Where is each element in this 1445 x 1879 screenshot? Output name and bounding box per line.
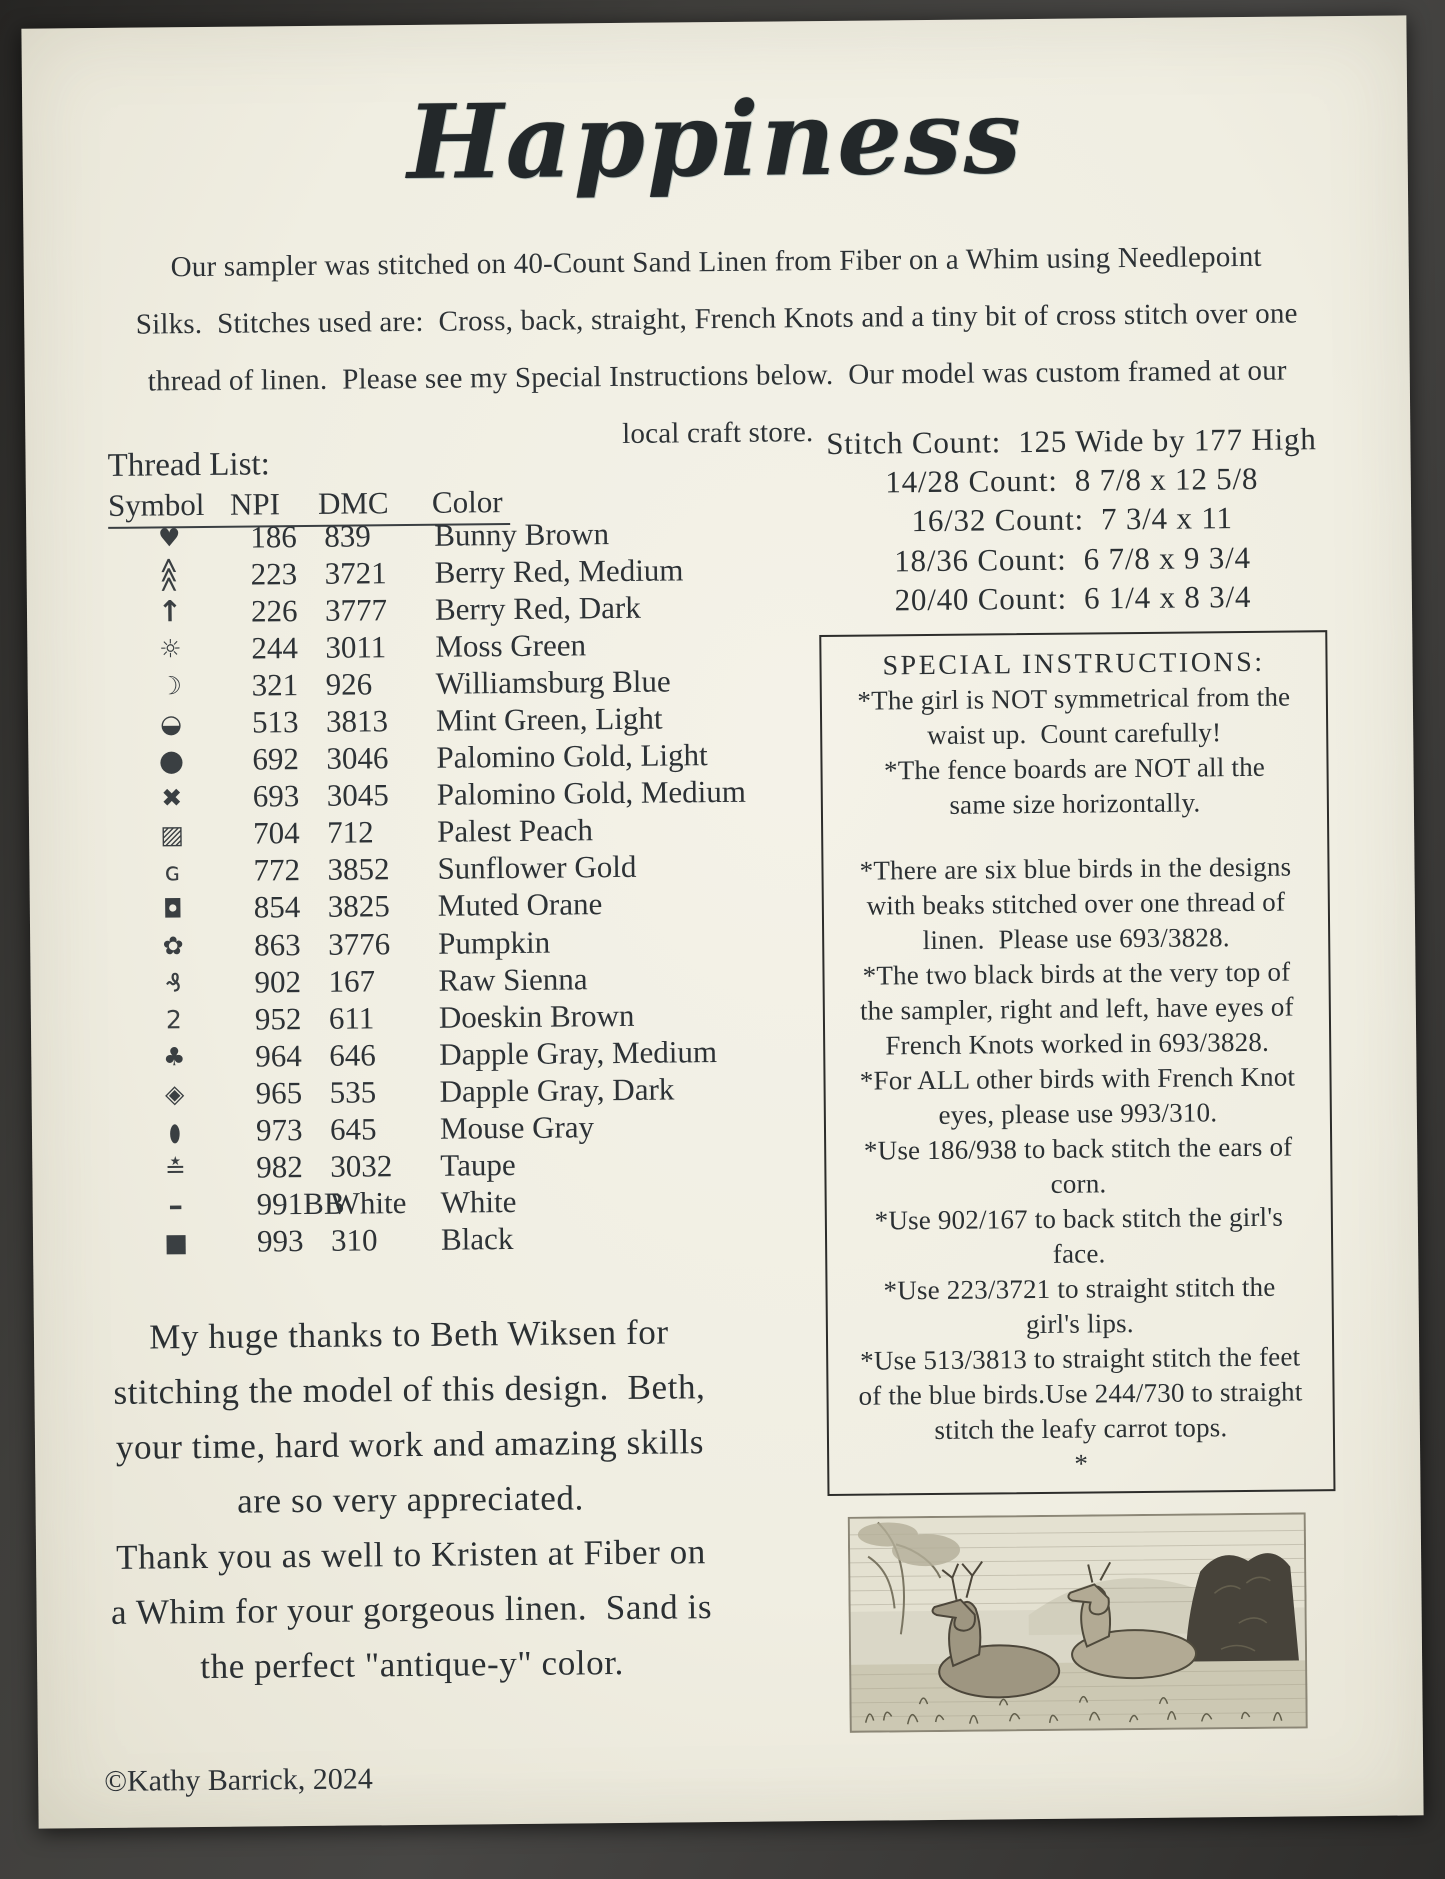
color-name: Williamsburg Blue [435, 663, 671, 701]
color-name: Berry Red, Dark [434, 589, 641, 627]
instruction-line: the sampler, right and left, have eyes of [859, 991, 1294, 1026]
instruction-gap [833, 819, 1317, 854]
dmc-value: 3045 [326, 777, 389, 813]
instruction-item [837, 1269, 1322, 1344]
npi-value: 772 [253, 852, 301, 888]
color-name: Pumpkin [438, 924, 551, 961]
color-name: Black [440, 1221, 514, 1258]
filled-square-icon: ■ [164, 1227, 189, 1258]
special-instructions-title: SPECIAL INSTRUCTIONS: [882, 646, 1265, 682]
npi-value: 186 [250, 518, 297, 555]
color-name: Taupe [440, 1147, 516, 1183]
instruction-line: *The two black birds at the very top of [862, 956, 1291, 991]
stitch-count-line: 14/28 Count: 8 7/8 x 12 5/8 [885, 461, 1259, 500]
thanks-line: are so very appreciated. [236, 1478, 585, 1521]
thread-row [113, 1033, 753, 1076]
thread-row [109, 625, 749, 668]
numeral-two-icon: 2 [165, 1005, 183, 1035]
color-name: Dapple Gray, Medium [439, 1033, 718, 1072]
instruction-line: *There are six blue birds in the designs [859, 851, 1292, 886]
thread-row [112, 922, 752, 965]
thread-row [113, 996, 753, 1039]
thread-row [110, 736, 750, 779]
dmc-value: 3852 [327, 851, 390, 888]
dmc-value: 3825 [327, 888, 391, 925]
instruction-line: with beaks stitched over one thread of [866, 886, 1286, 921]
crescent-moon-icon: ☽ [159, 671, 183, 701]
star-over-lines-icon: ≛ [164, 1153, 186, 1184]
intro-line: Silks. Stitches used are: Cross, back, straight, French Knots and a tiny bit of cross stitch over one [135, 297, 1298, 341]
dmc-value: 3813 [325, 703, 389, 739]
thread-row [115, 1218, 755, 1261]
thread-row [114, 1144, 754, 1187]
inverse-bullet-square-icon: ◘ [162, 894, 183, 924]
instruction-item [836, 1129, 1321, 1204]
pattern-page [21, 15, 1423, 1828]
npi-value: 863 [254, 926, 301, 963]
dmc-value: 535 [329, 1074, 377, 1110]
color-name: Palest Peach [436, 812, 594, 850]
instruction-line: of the blue birds.Use 244/730 to straight [858, 1376, 1303, 1411]
thread-row [113, 1070, 753, 1113]
instruction-line: *The girl is NOT symmetrical from the [857, 681, 1291, 716]
intro-line: local craft store. [622, 416, 814, 450]
color-name: Raw Sienna [438, 960, 588, 998]
deer-engraving-svg [848, 1512, 1308, 1732]
heart-icon: ♥ [157, 523, 181, 553]
instruction-item [832, 749, 1317, 824]
npi-value: 973 [255, 1112, 303, 1148]
color-name: Berry Red, Medium [434, 552, 684, 590]
instruction-line: stitch the leafy carrot tops. [934, 1412, 1228, 1445]
npi-value: 854 [253, 889, 301, 925]
color-name: Sunflower Gold [437, 849, 637, 887]
dmc-value: 3776 [328, 925, 391, 962]
npi-value: 952 [254, 1000, 302, 1037]
instruction-item [838, 1339, 1323, 1449]
color-name: Muted Orane [437, 886, 603, 924]
filled-circle-icon: ● [158, 742, 185, 778]
npi-value: 993 [256, 1223, 304, 1259]
thanks-line: the perfect "antique-y" color. [200, 1642, 625, 1687]
npi-value: 513 [251, 704, 299, 740]
npi-value: 244 [251, 629, 299, 666]
npi-value: 704 [252, 815, 300, 851]
deer-engraving-image [848, 1512, 1308, 1732]
diamond-in-diamond-icon: ◈ [164, 1079, 185, 1109]
npi-value: 226 [250, 592, 298, 629]
dmc-value: White [330, 1185, 407, 1222]
instruction-line: same size horizontally. [949, 787, 1201, 820]
dmc-value: 310 [330, 1222, 378, 1259]
instruction-line: *For ALL other birds with French Knot [859, 1061, 1296, 1096]
col-header-dmc: DMC [317, 485, 389, 521]
dmc-value: 167 [328, 963, 376, 999]
dash-icon: – [168, 1187, 184, 1223]
instruction-line: *Use 902/167 to back stitch the girl's [874, 1201, 1284, 1236]
instruction-line: French Knots worked in 693/3828. [885, 1026, 1270, 1061]
half-filled-circle-icon: ◒ [160, 708, 183, 738]
thread-row [112, 959, 752, 1002]
dmc-value: 3011 [325, 629, 387, 665]
instruction-line: eyes, please use 993/310. [938, 1097, 1218, 1130]
instruction-line: face. [1052, 1238, 1106, 1269]
npi-value: 693 [252, 778, 300, 814]
thread-row [110, 699, 750, 742]
thanks-paragraph [62, 1304, 760, 1696]
thread-row [114, 1107, 754, 1150]
instruction-line: *Use 186/938 to back stitch the ears of [863, 1131, 1293, 1166]
dmc-value: 645 [329, 1111, 377, 1147]
npi-value: 692 [252, 741, 300, 777]
thread-row [115, 1181, 755, 1224]
color-name: Dapple Gray, Dark [439, 1071, 675, 1109]
instruction-line: * [1074, 1448, 1089, 1479]
color-name: Mint Green, Light [435, 700, 663, 738]
dmc-value: 646 [329, 1037, 376, 1073]
thanks-line: your time, hard work and amazing skills [115, 1422, 705, 1467]
col-header-symbol: Symbol [107, 486, 205, 523]
thread-row [111, 773, 751, 816]
instruction-item [837, 1199, 1322, 1274]
npi-value: 964 [255, 1037, 302, 1074]
thread-row [109, 588, 749, 631]
color-name: White [440, 1184, 517, 1220]
triple-chevron-up-icon: ⋘ [154, 557, 185, 593]
dmc-value: 3046 [326, 740, 389, 776]
instruction-item [839, 1444, 1323, 1484]
npi-value: 991BB [256, 1185, 345, 1222]
instruction-line: *Use 223/3721 to straight stitch the [883, 1271, 1276, 1306]
dmc-value: 3032 [330, 1148, 393, 1184]
up-arrow-icon: ↑ [157, 594, 183, 629]
dmc-value: 3777 [324, 591, 388, 628]
npi-value: 902 [254, 963, 302, 1000]
special-instructions-box [819, 630, 1335, 1496]
col-header-npi: NPI [229, 486, 281, 522]
page-title: Happiness [406, 77, 1024, 203]
dmc-value: 3721 [324, 554, 387, 591]
special-instructions-list [832, 679, 1324, 1484]
flower-icon: ✿ [162, 931, 184, 961]
npi-value: 982 [256, 1149, 303, 1185]
stitch-count-line: Stitch Count: 125 Wide by 177 High [826, 421, 1317, 461]
color-name: Palomino Gold, Light [436, 737, 708, 775]
thread-row [108, 514, 748, 557]
stitch-count-line: 16/32 Count: 7 3/4 x 11 [911, 500, 1233, 539]
dmc-value: 839 [324, 517, 371, 554]
instruction-item [832, 679, 1317, 754]
spiral-g-icon: ɢ [164, 857, 181, 887]
thread-row [111, 810, 751, 853]
copyright: ©Kathy Barrick, 2024 [104, 1762, 373, 1798]
col-header-color: Color [431, 484, 503, 520]
intro-line: Our sampler was stitched on 40-Count Sand Linen from Fiber on a Whim using Needlepoint [170, 240, 1262, 284]
dmc-value: 611 [328, 1000, 375, 1036]
color-name: Mouse Gray [439, 1109, 595, 1146]
sun-icon: ☼ [158, 634, 182, 664]
instruction-item [833, 849, 1318, 959]
spiral-stem-icon: ₰ [165, 968, 182, 998]
color-name: Doeskin Brown [438, 997, 635, 1035]
dmc-value: 926 [325, 666, 373, 702]
instruction-line: *The fence boards are NOT all the [883, 751, 1266, 786]
instruction-line: linen. Please use 693/3828. [922, 922, 1230, 956]
instruction-line: girl's lips. [1025, 1308, 1134, 1340]
thread-list-heading: Thread List: [107, 446, 270, 484]
thread-row [111, 848, 751, 891]
thread-list-table [108, 514, 755, 1262]
instruction-line: waist up. Count carefully! [927, 717, 1222, 751]
stitch-count-line: 18/36 Count: 6 7/8 x 9 3/4 [894, 539, 1251, 578]
vertical-ellipse-icon: ● [169, 1116, 181, 1146]
npi-value: 965 [255, 1074, 303, 1111]
thread-row [108, 551, 748, 594]
stitch-count-block [790, 419, 1354, 620]
thread-row [112, 885, 752, 928]
instruction-item [834, 954, 1319, 1064]
heavy-x-icon: ✖ [161, 782, 183, 813]
color-name: Palomino Gold, Medium [436, 773, 747, 812]
thread-row [110, 662, 750, 705]
intro-line: thread of linen. Please see my Special Instructions below. Our model was custom framed at our [147, 354, 1287, 398]
dmc-value: 712 [326, 814, 374, 851]
npi-value: 223 [250, 555, 298, 592]
instruction-item [835, 1059, 1320, 1134]
color-name: Bunny Brown [434, 515, 610, 553]
thanks-line: a Whim for your gorgeous linen. Sand is [110, 1587, 713, 1632]
npi-value: 321 [251, 666, 299, 703]
instruction-line: *Use 513/3813 to straight stitch the feet [860, 1341, 1301, 1376]
club-icon: ♣ [162, 1042, 186, 1072]
instruction-line: corn. [1050, 1168, 1107, 1199]
stitch-count-line: 20/40 Count: 6 1/4 x 8 3/4 [894, 578, 1252, 618]
thanks-line: My huge thanks to Beth Wiksen for [149, 1312, 669, 1357]
hatched-square-icon: ▨ [160, 819, 185, 850]
color-name: Moss Green [435, 627, 587, 664]
thanks-line: Thank you as well to Kristen at Fiber on [116, 1532, 707, 1577]
thanks-line: stitching the model of this design. Beth, [113, 1367, 706, 1412]
